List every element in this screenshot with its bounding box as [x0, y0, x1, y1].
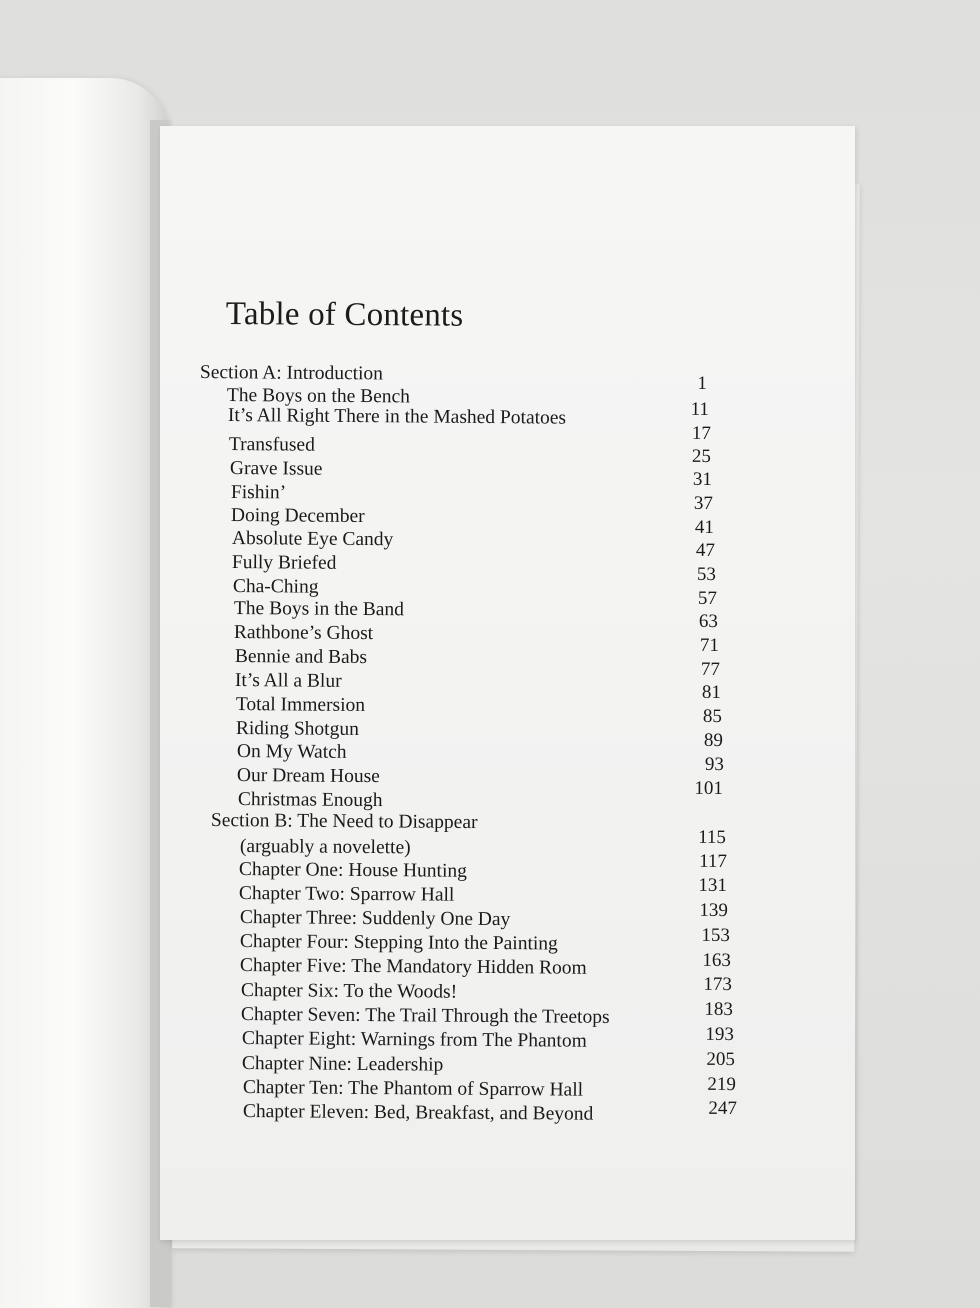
toc-entry-page-number: 1 [697, 372, 707, 394]
toc-entry-page-number: 77 [700, 658, 720, 680]
toc-entry-page-number: 163 [702, 949, 731, 971]
toc-entry-page-number: 173 [703, 973, 732, 995]
toc-entry-label: The Boys in the Band [233, 598, 405, 621]
toc-entry-page-number: 139 [699, 899, 728, 921]
toc-entry-label: Chapter Ten: The Phantom of Sparrow Hall [242, 1077, 584, 1101]
toc-entry-page-number: 247 [708, 1097, 737, 1119]
right-book-page [160, 126, 855, 1240]
toc-heading: Table of Contents [225, 296, 464, 334]
toc-entry-label: Rathbone’s Ghost [233, 622, 374, 645]
toc-entry-page-number: 85 [702, 705, 722, 727]
toc-entry-label: Chapter Six: To the Woods! [240, 980, 458, 1003]
toc-entry-page-number: 93 [704, 753, 724, 775]
toc-entry-page-number: 205 [706, 1048, 735, 1070]
toc-entry-page-number: 115 [698, 826, 726, 848]
toc-entry-page-number: 63 [698, 610, 718, 632]
toc-entry-page-number: 57 [697, 587, 717, 609]
toc-entry-label: The Boys on the Bench [226, 385, 411, 408]
toc-entry-label: Cha-Ching [232, 576, 319, 598]
toc-entry-label: Grave Issue [229, 458, 323, 480]
toc-entry-page-number: 11 [690, 398, 709, 420]
toc-entry-page-number: 53 [696, 563, 716, 585]
toc-entry-page-number: 101 [694, 777, 723, 799]
toc-entry-label: Our Dream House [236, 765, 380, 788]
toc-entry-label: Chapter One: House Hunting [238, 859, 468, 882]
toc-entry-page-number: 47 [695, 539, 715, 561]
toc-entry-label: Chapter Four: Stepping Into the Painting [239, 931, 558, 955]
toc-entry-page-number: 37 [693, 492, 713, 514]
toc-entry-page-number: 117 [699, 850, 727, 872]
toc-entry-page-number: 31 [692, 468, 712, 490]
toc-entry-label: Absolute Eye Candy [231, 528, 394, 551]
toc-entry-label: (arguably a novelette) [239, 836, 411, 859]
toc-entry-page-number: 17 [691, 422, 711, 444]
toc-entry-label: Bennie and Babs [234, 646, 368, 669]
toc-entry-page-number: 131 [698, 874, 727, 896]
toc-entry-page-number: 193 [705, 1023, 734, 1045]
toc-entry-page-number: 25 [691, 445, 711, 467]
left-book-page [0, 78, 170, 1308]
toc-entry-label: Riding Shotgun [235, 718, 359, 740]
toc-entry-page-number: 89 [703, 729, 723, 751]
toc-entry-label: Chapter Five: The Mandatory Hidden Room [239, 955, 587, 979]
toc-entry-label: Section B: The Need to Disappear [210, 810, 478, 834]
toc-entry-label: Doing December [230, 505, 365, 528]
toc-entry-page-number: 81 [701, 681, 721, 703]
toc-entry-label: Chapter Seven: The Trail Through the Treetops [240, 1004, 610, 1028]
toc-entry-label: Section A: Introduction [199, 362, 384, 385]
toc-entry-label: Fully Briefed [231, 552, 337, 574]
toc-entry-label: Chapter Eleven: Bed, Breakfast, and Beyond [242, 1101, 594, 1125]
toc-entry-label: Fishin’ [230, 482, 287, 504]
toc-entry-page-number: 183 [704, 998, 733, 1020]
toc-entry-page-number: 71 [699, 634, 719, 656]
toc-entry-page-number: 153 [701, 924, 730, 946]
toc-entry-label: Total Immersion [235, 694, 366, 717]
toc-entry-page-number: 219 [707, 1073, 736, 1095]
toc-entry-label: It’s All a Blur [234, 670, 342, 692]
toc-entry-label: Transfused [228, 434, 315, 456]
toc-entry-label: On My Watch [236, 741, 347, 763]
toc-entry-label: Chapter Three: Suddenly One Day [239, 907, 511, 931]
toc-entry-label: Chapter Two: Sparrow Hall [238, 883, 455, 906]
toc-entry-label: Chapter Nine: Leadership [241, 1053, 444, 1076]
toc-entry-label: Christmas Enough [237, 789, 383, 812]
toc-entry-label: Chapter Eight: Warnings from The Phantom [241, 1028, 587, 1052]
toc-entry-label: It’s All Right There in the Mashed Potatoes [227, 405, 567, 429]
toc-entry-page-number: 41 [694, 516, 714, 538]
